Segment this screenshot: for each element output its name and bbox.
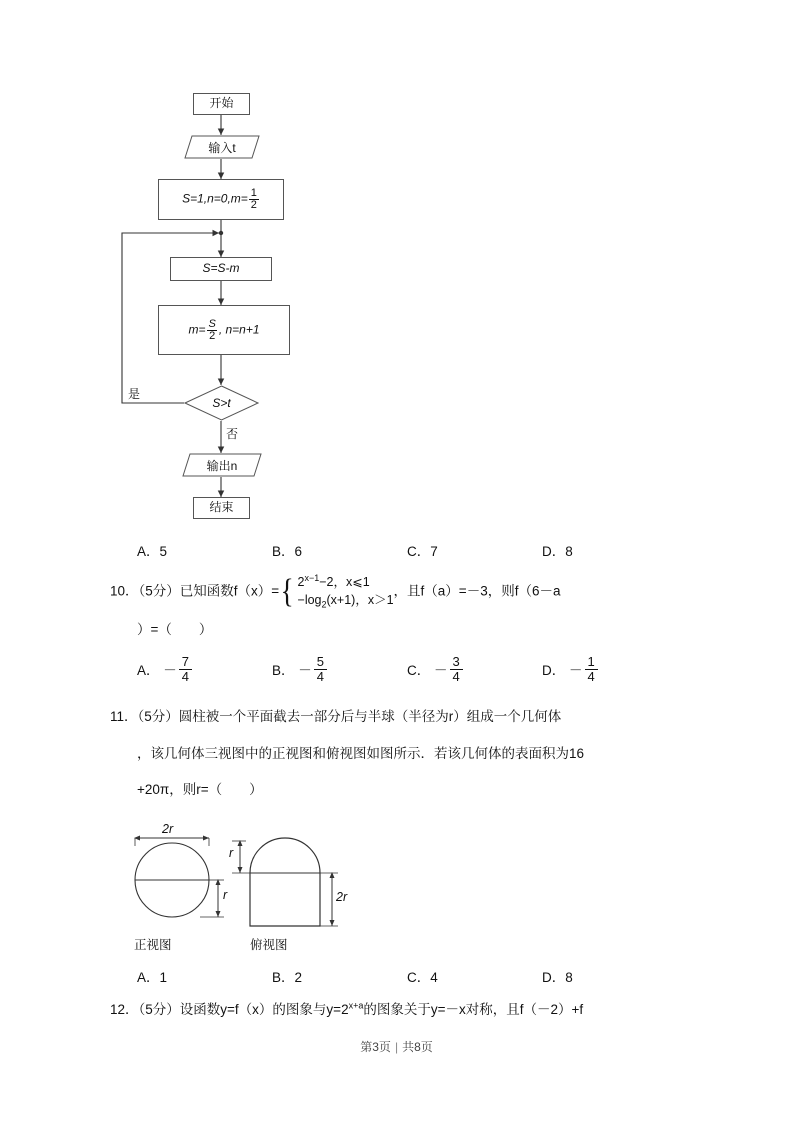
q10-number: 10． [110, 583, 139, 599]
flow-label-yes: 是 [128, 387, 141, 401]
q11-option-c[interactable]: C．4 [407, 970, 438, 985]
flow-node-assign-s [170, 257, 272, 281]
q12-number: 12． [110, 1002, 139, 1017]
q10-option-b[interactable]: B． － $\frac{5}{4}$ [272, 655, 407, 683]
q10-case-2: $-\log_2(x+1)$，x＞1 [297, 593, 394, 610]
q10-stem [110, 572, 560, 612]
q12-stem: 12．（5分）设函数y=f（x）的图象与$y=2^{x+a}$的图象关于y=－x对称，且f（－2）+f [110, 1000, 584, 1017]
figlabel-front-r: r [223, 888, 228, 902]
q10-score: （5分） [138, 583, 180, 599]
figcaption-front-view: 正视图 [134, 938, 172, 952]
flow-node-decision [184, 385, 259, 421]
flow-node-init [158, 179, 284, 220]
q10-option-c[interactable]: C． － $\frac{3}{4}$ [407, 655, 542, 683]
footer-page-number: 第3页 [360, 1040, 391, 1054]
q9-option-d[interactable]: D．8 [542, 544, 573, 559]
page-footer [0, 1038, 793, 1055]
q10-case-1: $2^{x-1}-2$，x⩽1 [297, 573, 370, 590]
flow-label-no: 否 [226, 427, 239, 441]
flow-start-label: 开始 [209, 96, 234, 111]
q9-option-c[interactable]: C．7 [407, 544, 438, 559]
flow-end-label: 结束 [209, 500, 234, 515]
footer-total-pages: 共8页 [402, 1040, 433, 1054]
q11-stem-line3: +20π，则r=（ ） [137, 782, 263, 797]
figlabel-front-2r: 2r [162, 822, 174, 836]
q11-option-a[interactable]: A．1 [137, 970, 168, 985]
q11-option-d[interactable]: D．8 [542, 970, 573, 985]
q10-piecewise: { $2^{x-1}-2$，x⩽1 $-\log_2(x+1)$，x＞1 [280, 573, 394, 611]
figcaption-top-view: 俯视图 [250, 938, 288, 952]
flow-node-start [193, 93, 250, 115]
q9-option-b[interactable]: B．6 [272, 544, 303, 559]
flow-node-assign-m [158, 305, 290, 355]
flowchart-figure [110, 85, 440, 545]
flow-input-label: 输入t [208, 140, 236, 155]
q11-option-b[interactable]: B．2 [272, 970, 303, 985]
q10-text-a: 已知函数f（x）= [179, 583, 280, 599]
q9-option-a[interactable]: A．5 [137, 544, 168, 559]
q11-number: 11． [110, 709, 138, 724]
q11-stem-line1: 11．（5分）圆柱被一个平面截去一部分后与半球（半径为r）组成一个几何体 [110, 709, 562, 724]
q12-score: （5分） [138, 1002, 180, 1017]
footer-separator: | [394, 1040, 399, 1054]
flow-assign-s-label: S=S-m [202, 261, 240, 276]
q11-three-view-figure [110, 818, 440, 958]
q10-option-a[interactable]: A． － $\frac{7}{4}$ [137, 655, 272, 683]
flow-node-input [184, 135, 260, 159]
q11-stem-line2: ，该几何体三视图中的正视图和俯视图如图所示．若该几何体的表面积为16 [137, 746, 585, 761]
flow-node-output [182, 453, 262, 477]
q11-options [137, 966, 757, 986]
q10-stem-cont: ）=（ ） [137, 622, 213, 637]
flow-decision-label: S>t [212, 396, 231, 410]
q11-score: （5分） [137, 709, 179, 724]
q10-options [137, 655, 757, 683]
q10-option-d[interactable]: D． － $\frac{1}{4}$ [542, 655, 677, 683]
flow-assign-m-label: m= $\frac{S}{2}$ , n=n+1 [188, 317, 260, 342]
flow-init-label: S=1,n=0,m= $\frac{1}{2}$ [182, 187, 257, 211]
flow-output-label: 输出n [206, 458, 238, 473]
q10-text-b: ，且f（a）=－3，则f（6－a [393, 583, 561, 599]
flow-node-end [193, 497, 250, 519]
figlabel-top-r: r [229, 846, 234, 860]
figlabel-top-2r: 2r [336, 890, 348, 904]
q9-options [137, 540, 757, 560]
